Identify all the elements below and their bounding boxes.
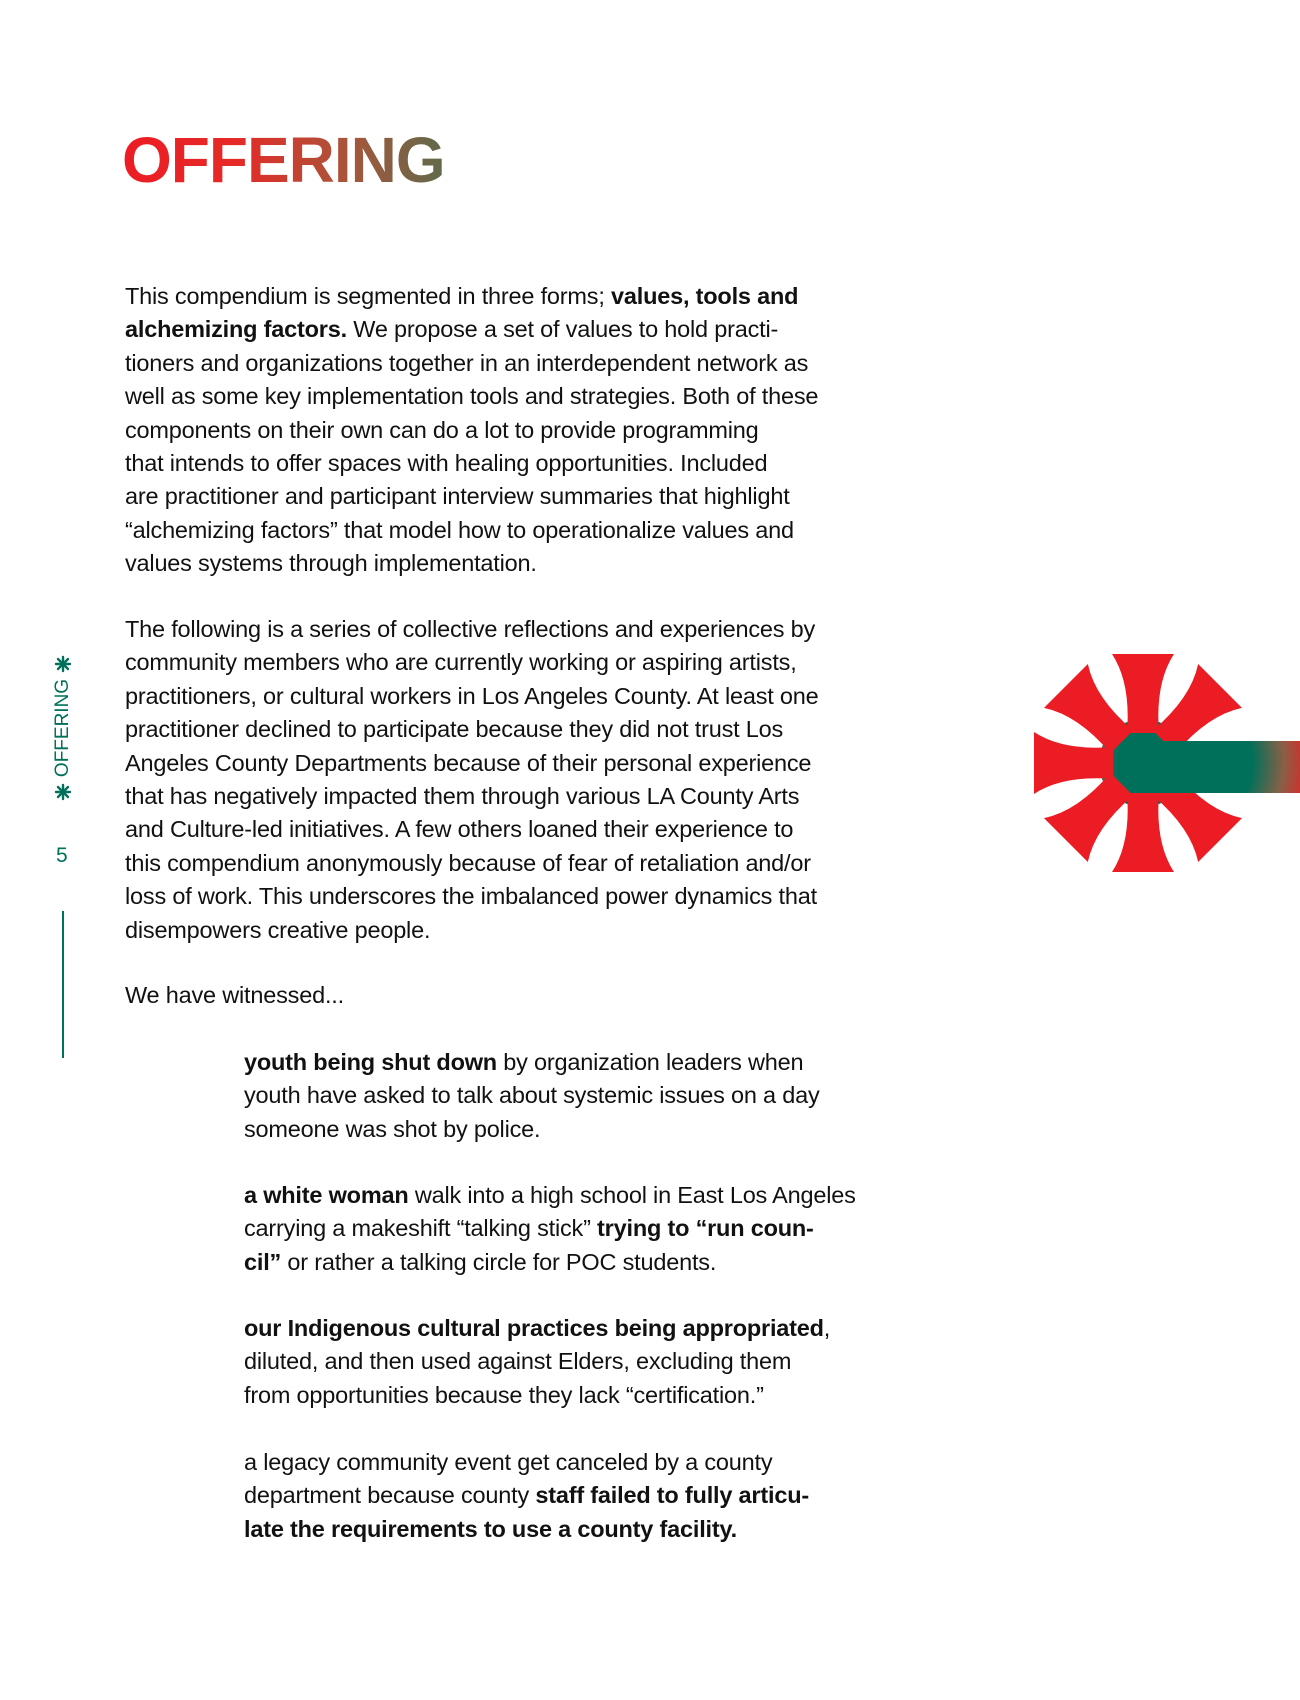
bold-text: staff failed to fully articu- xyxy=(535,1482,809,1509)
text-line xyxy=(244,1446,809,1479)
text: This compendium is segmented in three forms; xyxy=(125,283,612,309)
bold-text: a white woman xyxy=(244,1182,409,1208)
text-line xyxy=(125,747,819,780)
text-line xyxy=(125,613,819,646)
text: well as some key implementation tools and strategies. Both of these xyxy=(125,383,819,410)
text-line xyxy=(125,380,818,413)
bold-text: youth being shut down xyxy=(244,1049,497,1075)
text: We propose a set of values to hold practi- xyxy=(346,316,779,343)
text-line xyxy=(125,547,818,580)
side-divider xyxy=(62,911,64,1058)
text-line xyxy=(244,1179,856,1212)
text-line xyxy=(125,313,818,346)
text-line xyxy=(125,280,818,313)
text-line xyxy=(125,646,819,679)
text-line xyxy=(125,847,819,880)
text: values systems through implementation. xyxy=(125,550,537,577)
text-line xyxy=(125,880,819,913)
text-line xyxy=(125,347,818,380)
witness-item xyxy=(244,1446,809,1546)
text: department because county xyxy=(244,1482,536,1509)
text-line xyxy=(244,1246,856,1279)
text: practitioners, or cultural workers in Los Angeles County. At least one xyxy=(125,682,819,709)
text-line xyxy=(125,447,818,480)
bold-text: alchemizing factors. xyxy=(125,316,347,343)
witness-item xyxy=(244,1179,856,1279)
text: and Culture-led initiatives. A few others loaned their experience to xyxy=(125,816,794,843)
witness-item xyxy=(244,1312,830,1412)
text: diluted, and then used against Elders, excluding them xyxy=(244,1348,792,1375)
text-line xyxy=(244,1046,820,1079)
text: walk into a high school in East Los Angeles xyxy=(408,1182,856,1208)
text: , xyxy=(823,1315,831,1341)
text: practitioner declined to participate because they did not trust Los xyxy=(125,716,784,743)
text-line xyxy=(125,979,344,1012)
text: that has negatively impacted them through various LA County Arts xyxy=(125,782,800,809)
text-line xyxy=(125,914,819,947)
text-line xyxy=(244,1513,809,1546)
text: a legacy community event get canceled by a county xyxy=(244,1449,773,1475)
page-title: OFFERING xyxy=(122,124,445,196)
text-line xyxy=(125,414,818,447)
text: carrying a makeshift “talking stick” xyxy=(244,1215,598,1242)
text: by organization leaders when xyxy=(496,1049,804,1075)
text: The following is a series of collective reflections and experiences by xyxy=(125,616,816,642)
text-line xyxy=(244,1345,830,1378)
text-line xyxy=(125,813,819,846)
text: youth have asked to talk about systemic issues on a day xyxy=(244,1082,820,1109)
asterisk-ornament-icon xyxy=(54,783,72,801)
page-number: 5 xyxy=(56,844,68,867)
bold-text: trying to “run coun- xyxy=(597,1215,814,1242)
text: tioners and organizations together in an interdependent network as xyxy=(125,349,809,376)
text: are practitioner and participant interview summaries that highlight xyxy=(125,483,790,510)
text: that intends to offer spaces with healing opportunities. Included xyxy=(125,449,768,476)
bold-text: our Indigenous cultural practices being appropriated xyxy=(244,1315,824,1341)
text-line xyxy=(244,1312,830,1345)
text-line xyxy=(125,780,819,813)
text-line xyxy=(244,1079,820,1112)
text-line xyxy=(244,1479,809,1512)
text: or rather a talking circle for POC students. xyxy=(281,1248,717,1275)
bold-text: values, tools and xyxy=(611,283,799,309)
witness-item xyxy=(244,1046,820,1146)
text: community members who are currently working or aspiring artists, xyxy=(125,649,797,676)
reflections-paragraph xyxy=(125,613,819,947)
section-side-label: OFFERING xyxy=(52,678,73,778)
text-line xyxy=(125,713,819,746)
text-line xyxy=(244,1113,820,1146)
star-emblem-icon xyxy=(1020,640,1300,890)
text: someone was shot by police. xyxy=(244,1115,541,1142)
text: Angeles County Departments because of their personal experience xyxy=(125,749,812,776)
text-line xyxy=(125,680,819,713)
asterisk-ornament-icon xyxy=(54,655,72,673)
text: disempowers creative people. xyxy=(125,916,431,943)
witnessed-intro xyxy=(125,979,344,1012)
text: this compendium anonymously because of fear of retaliation and/or xyxy=(125,849,811,876)
intro-paragraph xyxy=(125,280,818,581)
text: from opportunities because they lack “certification.” xyxy=(244,1381,764,1408)
text-line xyxy=(244,1212,856,1245)
bold-text: late the requirements to use a county facility. xyxy=(244,1515,737,1542)
text-line xyxy=(125,514,818,547)
text: We have witnessed... xyxy=(125,982,344,1008)
text-line xyxy=(244,1379,830,1412)
text-line xyxy=(125,480,818,513)
text: loss of work. This underscores the imbalanced power dynamics that xyxy=(125,883,817,910)
text: components on their own can do a lot to provide programming xyxy=(125,416,759,443)
bold-text: cil” xyxy=(244,1248,282,1275)
text: “alchemizing factors” that model how to operationalize values and xyxy=(125,516,794,543)
